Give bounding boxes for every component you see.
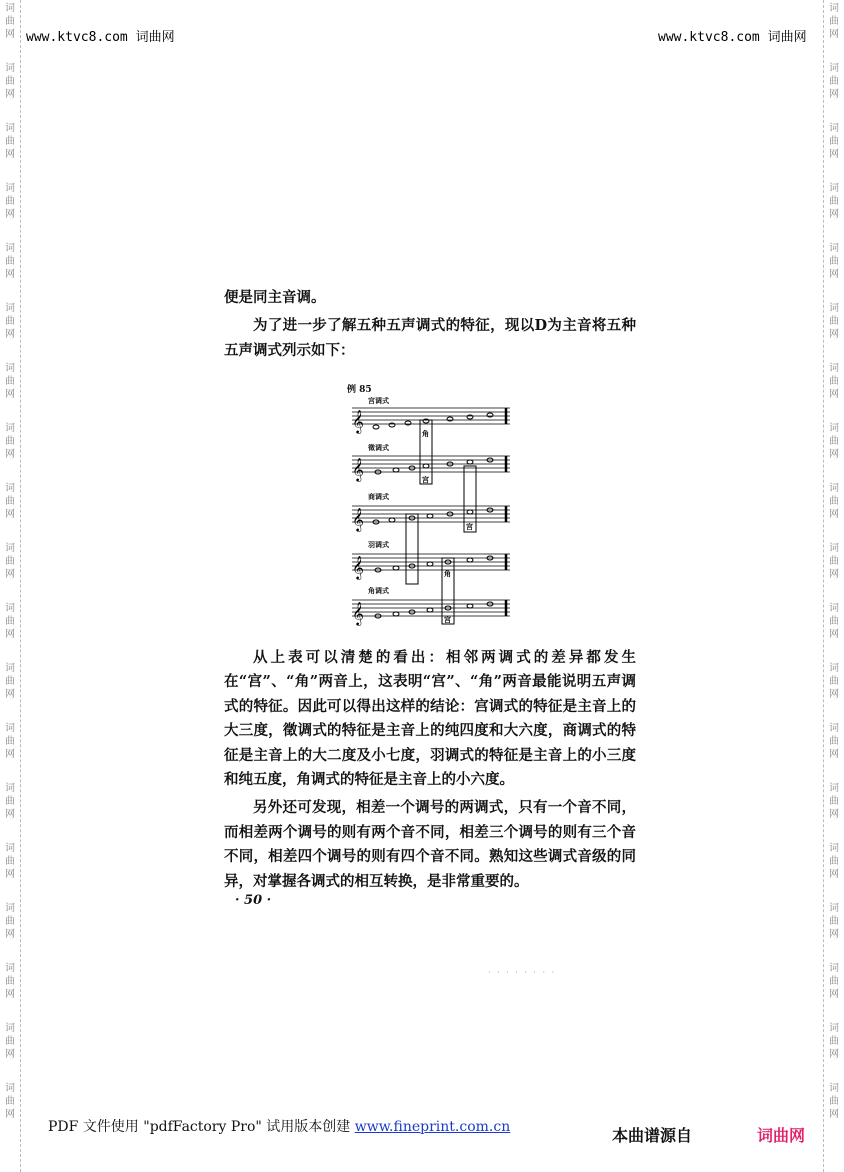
treble-clef-3: 𝄞	[352, 507, 364, 531]
watermark-mark: 词 曲 网	[829, 603, 839, 640]
watermark-mark: 词 曲 网	[5, 63, 15, 100]
treble-clef-5: 𝄞	[352, 601, 364, 625]
mode-label-jue: 角调式	[368, 586, 389, 595]
source-logo[interactable]: 词曲网	[757, 1126, 806, 1145]
right-watermark-strip	[823, 0, 844, 1172]
pdf-footer	[48, 1116, 510, 1136]
watermark-mark: 词 曲 网	[829, 663, 839, 700]
source-text: 本曲谱源自	[612, 1126, 693, 1145]
watermark-mark: 词 曲 网	[829, 903, 839, 940]
watermark-mark: 词 曲 网	[829, 543, 839, 580]
watermark-mark: 词 曲 网	[5, 303, 15, 340]
treble-clef-4: 𝄞	[352, 555, 364, 579]
watermark-mark: 词 曲 网	[829, 1023, 839, 1060]
box-tag-5: 宫	[444, 616, 451, 624]
watermark-mark: 词 曲 网	[5, 183, 15, 220]
watermark-mark: 词 曲 网	[829, 63, 839, 100]
box-tag-3: 宫	[466, 523, 473, 531]
watermark-mark: 词 曲 网	[5, 723, 15, 760]
staff-gong	[352, 408, 510, 424]
watermark-mark: 词 曲 网	[829, 783, 839, 820]
watermark-mark: 词 曲 网	[829, 1083, 839, 1120]
paragraph-2: 从上表可以清楚的看出：相邻两调式的差异都发生在“宫”、“角”两音上，这表明“宫”、“角”两音最能说明五声调式的特征。因此可以得出这样的结论：宫调式的特征是主音上的大三度，徵调式的特征是主音上的纯四度和大六度，商调式的特征是主音上的大二度及小七度，羽调式的特征是主音上的小三度和纯五度，角调式的特征是主音上的小六度。	[224, 649, 636, 789]
fineprint-link[interactable]: www.fineprint.com.cn	[354, 1119, 511, 1135]
music-figure	[340, 388, 520, 628]
scan-smudge: · · · · · · · ·	[488, 968, 557, 977]
box-tag-4: 角	[444, 570, 451, 578]
box-tag-1: 角	[422, 430, 429, 438]
treble-clef-1: 𝄞	[352, 409, 364, 433]
watermark-mark: 词 曲 网	[829, 483, 839, 520]
watermark-mark: 词 曲 网	[5, 963, 15, 1000]
paragraph-3: 另外还可发现，相差一个调号的两调式，只有一个音不同，而相差两个调号的则有两个音不同，相差三个调号的则有三个音不同，相差四个调号的则有四个音不同。熟知这些调式音级的同异，对掌握各调式的相互转换，是非常重要的。	[224, 799, 636, 890]
watermark-mark: 词 曲 网	[5, 783, 15, 820]
watermark-mark: 词 曲 网	[829, 3, 839, 40]
watermark-mark: 词 曲 网	[829, 423, 839, 460]
paragraph-1: 为了进一步了解五种五声调式的特征，现以D为主音将五种五声调式列示如下：	[224, 317, 636, 359]
header-url-left[interactable]: www.ktvc8.com	[26, 30, 128, 45]
watermark-mark: 词 曲 网	[829, 963, 839, 1000]
watermark-mark: 词 曲 网	[5, 123, 15, 160]
watermark-mark: 词 曲 网	[829, 243, 839, 280]
watermark-mark: 词 曲 网	[5, 363, 15, 400]
staff-zhi	[352, 456, 510, 472]
watermark-mark: 词 曲 网	[5, 603, 15, 640]
header-url-right[interactable]: www.ktvc8.com	[658, 30, 760, 45]
watermark-mark: 词 曲 网	[829, 843, 839, 880]
text-block-top	[224, 286, 636, 363]
mode-label-yu: 羽调式	[368, 540, 389, 549]
header-site-right: 词曲网	[767, 30, 807, 45]
watermark-mark: 词 曲 网	[5, 1083, 15, 1120]
mode-label-gong: 宫调式	[368, 396, 389, 405]
text-block-bottom	[224, 646, 636, 894]
page-number: · 50 ·	[235, 893, 272, 908]
watermark-mark: 词 曲 网	[5, 423, 15, 460]
header-site-left: 词曲网	[135, 30, 175, 45]
mode-label-zhi: 徵调式	[368, 443, 389, 452]
watermark-mark: 词 曲 网	[829, 363, 839, 400]
treble-clef-2: 𝄞	[352, 457, 364, 481]
header-left	[26, 26, 175, 45]
watermark-mark: 词 曲 网	[5, 843, 15, 880]
watermark-mark: 词 曲 网	[829, 123, 839, 160]
watermark-mark: 词 曲 网	[5, 663, 15, 700]
figure-label: 例 85	[347, 385, 372, 395]
watermark-mark: 词 曲 网	[829, 183, 839, 220]
watermark-mark: 词 曲 网	[5, 483, 15, 520]
pdf-footer-text: PDF 文件使用 "pdfFactory Pro" 试用版本创建	[48, 1119, 351, 1135]
watermark-mark: 词 曲 网	[5, 1023, 15, 1060]
watermark-mark: 词 曲 网	[5, 3, 15, 40]
watermark-mark: 词 曲 网	[829, 303, 839, 340]
watermark-mark: 词 曲 网	[5, 243, 15, 280]
box-tag-2: 宫	[422, 476, 429, 484]
mode-label-shang: 商调式	[368, 492, 389, 501]
left-watermark-strip	[0, 0, 21, 1172]
header-right	[658, 26, 807, 45]
watermark-mark: 词 曲 网	[829, 723, 839, 760]
watermark-mark: 词 曲 网	[5, 903, 15, 940]
watermark-mark: 词 曲 网	[5, 543, 15, 580]
line-1: 便是同主音调。	[224, 289, 326, 306]
